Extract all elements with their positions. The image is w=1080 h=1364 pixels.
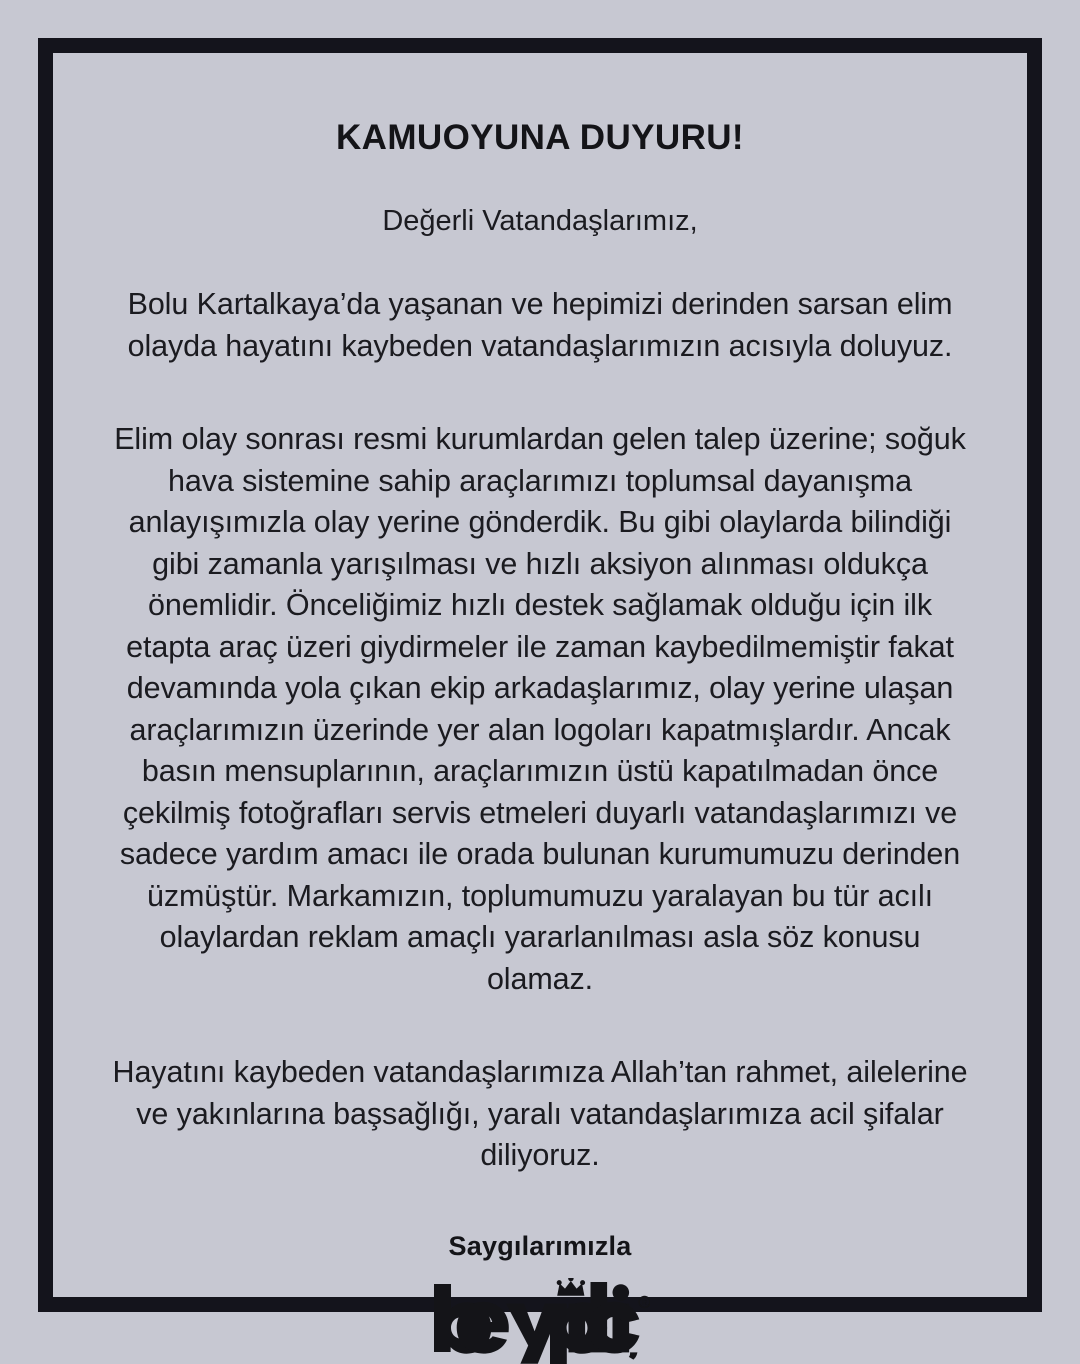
signature-text: Saygılarımızla xyxy=(448,1230,632,1261)
registered-trademark-glyph: R xyxy=(641,1297,648,1307)
announcement-card xyxy=(38,38,1042,1312)
paragraph-main: Elim olay sonrası resmi kurumlardan gelen talep üzerine; soğuk hava sistemine sahip araçlarımızı toplumsal dayanışma anlayışımızla olay yerine gönderdik. Bu gibi olaylarda bilindiği gibi zamanla yarışılması ve hızlı aksiyon alınması oldukça önemlidir. Önceliğimiz hızlı destek sağlamak olduğu için ilk etapta araç üzeri giydirmeler ile zaman kaybedilmemiştir fakat devamında yola çıkan ekip arkadaşlarımız, olay yerine ulaşan araçlarımızın üzerinde yer alan logoları kapatmışlardır. Ancak basın mensuplarının, araçlarımızın üstü kapatılmadan önce çekilmiş fotoğrafları servis etmeleri duyarlı vatandaşlarımızı ve sadece yardım amacı ile orada bulunan kurumumuzu derinden üzmüştür. Markamızın, toplumumuzu yaralayan bu tür acılı olaylardan reklam amaçlı yararlanılması asla söz konusu olamaz. xyxy=(114,422,966,996)
crown-icon xyxy=(557,1278,585,1296)
paragraph-lead: Bolu Kartalkaya’da yaşanan ve hepimizi derinden sarsan elim olayda hayatını kaybeden vatandaşlarımızın acısıyla doluyuz. xyxy=(127,287,953,363)
beypilic-logo-icon xyxy=(430,1278,650,1364)
page-title: KAMUOYUNA DUYURU! xyxy=(336,118,744,157)
announcement-content xyxy=(53,53,1027,1307)
brand-logo xyxy=(111,1278,969,1364)
paragraph-closing: Hayatını kaybeden vatandaşlarımıza Allah’tan rahmet, ailelerine ve yakınlarına başsağlığı, yaralı vatandaşlarımıza acil şifalar diliyoruz. xyxy=(112,1055,968,1173)
registered-trademark-icon xyxy=(639,1296,650,1307)
salutation-text: Değerli Vatandaşlarımız, xyxy=(382,204,698,237)
